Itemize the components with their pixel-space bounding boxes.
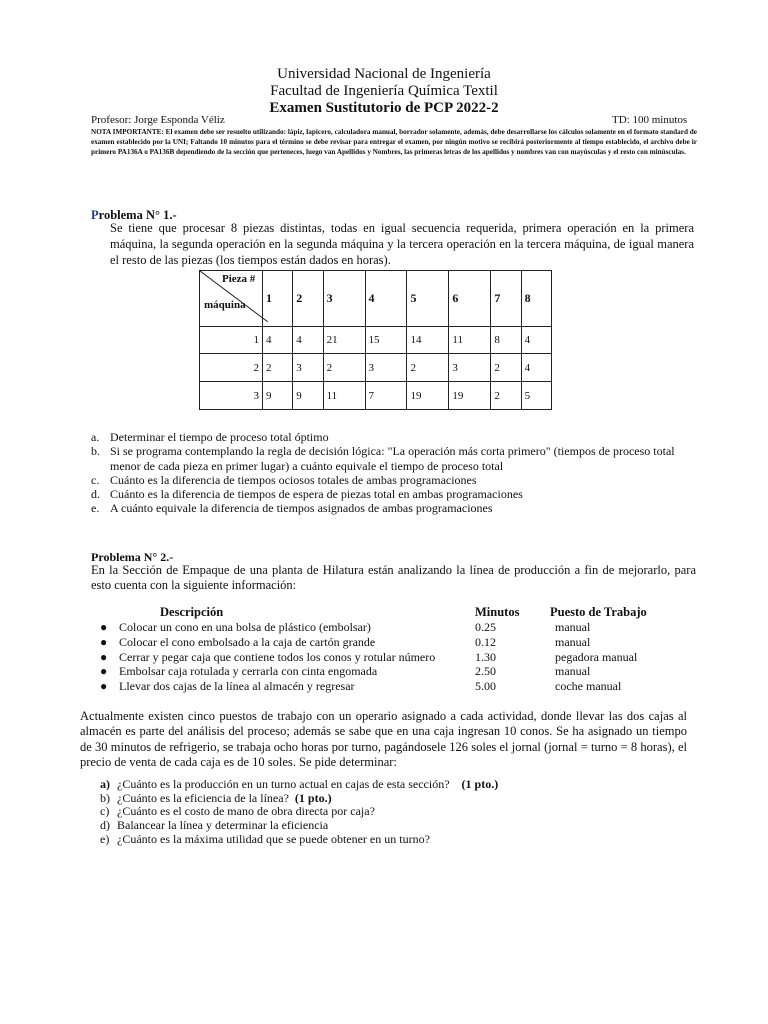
- list-item: [100, 664, 670, 679]
- piece-header-cell: 7: [491, 271, 521, 327]
- task-station: coche manual: [555, 679, 622, 694]
- time-cell: 2: [323, 354, 365, 382]
- minutes-column-header: Minutos: [475, 605, 520, 619]
- exam-title: Examen Sustitutorio de PCP 2022-2: [269, 100, 499, 116]
- task-description: Colocar el cono embolsado a la caja de cartón grande: [119, 634, 376, 649]
- time-cell: 2: [407, 354, 449, 382]
- list-item: [100, 833, 700, 847]
- question-text: Cuánto es la diferencia de tiempos ociosos totales de ambas programaciones: [110, 472, 477, 487]
- machine-cell: 1: [200, 326, 263, 354]
- faculty-name: Facultad de Ingeniería Química Textil: [270, 83, 498, 99]
- maquina-label: máquina: [204, 299, 246, 311]
- task-minutes: 0.25: [475, 620, 496, 634]
- task-minutes: 1.30: [475, 649, 496, 664]
- list-item: [100, 650, 670, 665]
- list-item: [91, 501, 701, 515]
- time-cell: 5: [521, 382, 551, 410]
- table-row: [200, 326, 552, 354]
- question-text: ¿Cuánto es la máxima utilidad que se puede obtener en un turno?: [117, 831, 430, 846]
- list-item: [100, 805, 700, 819]
- piece-header-cell: 5: [407, 271, 449, 327]
- question-points: (1 pto.): [461, 777, 499, 791]
- problem-2-questions: [100, 778, 700, 847]
- bullet-icon: ●: [100, 620, 108, 634]
- task-list: [100, 620, 670, 694]
- problem-1-title-initial: P: [91, 208, 99, 222]
- table-header-row: [200, 271, 552, 327]
- processing-times-table: [199, 270, 552, 410]
- piece-header-cell: 4: [365, 271, 407, 327]
- time-cell: 4: [263, 326, 293, 354]
- time-cell: 9: [293, 382, 323, 410]
- table-row: [200, 382, 552, 410]
- time-cell: 3: [449, 354, 491, 382]
- task-station: pegadora manual: [555, 649, 638, 664]
- question-marker: e.: [91, 501, 100, 516]
- question-text: A cuánto equivale la diferencia de tiempos asignados de ambas programaciones: [110, 501, 493, 516]
- list-item: [100, 620, 670, 635]
- piece-header-cell: 8: [521, 271, 551, 327]
- question-text: ¿Cuánto es el costo de mano de obra directa por caja?: [117, 804, 375, 819]
- university-name: Universidad Nacional de Ingeniería: [277, 66, 491, 82]
- time-cell: 11: [323, 382, 365, 410]
- station-column-header: Puesto de Trabajo: [550, 605, 647, 619]
- question-marker: c.: [91, 472, 100, 487]
- list-item: [100, 635, 670, 650]
- question-text: Si se programa contemplando la regla de decisión lógica: "La operación más corta primero" (tiempos de proceso total menor de cada pieza en primer lugar) a cuánto equivale el tiempo de proceso total: [110, 444, 675, 473]
- piece-header-cell: 2: [293, 271, 323, 327]
- list-item: [100, 679, 670, 694]
- piece-header-cell: 1: [263, 271, 293, 327]
- time-cell: 2: [491, 354, 521, 382]
- question-marker: a.: [91, 430, 100, 444]
- task-minutes: 0.12: [475, 634, 496, 649]
- question-marker: d.: [91, 487, 100, 502]
- question-marker: b): [100, 790, 110, 805]
- task-description: Embolsar caja rotulada y cerrarla con cinta engomada: [119, 664, 378, 679]
- list-item: [100, 778, 700, 792]
- bullet-icon: ●: [100, 679, 108, 694]
- important-note: [91, 127, 697, 158]
- piece-header-cell: 3: [323, 271, 365, 327]
- time-cell: 7: [365, 382, 407, 410]
- question-marker: b.: [91, 444, 100, 459]
- machine-cell: 3: [200, 382, 263, 410]
- time-cell: 21: [323, 326, 365, 354]
- question-marker: a): [100, 777, 110, 791]
- time-cell: 2: [263, 354, 293, 382]
- problem-1-title-rest: roblema N° 1.-: [98, 208, 177, 222]
- task-minutes: 2.50: [475, 664, 496, 679]
- bullet-icon: ●: [100, 664, 108, 679]
- time-cell: 2: [491, 382, 521, 410]
- time-cell: 19: [449, 382, 491, 410]
- task-station: manual: [555, 664, 591, 679]
- time-cell: 11: [449, 326, 491, 354]
- task-description: Cerrar y pegar caja que contiene todos los conos y rotular número: [119, 649, 436, 664]
- piece-header-cell: 6: [449, 271, 491, 327]
- time-cell: 4: [521, 326, 551, 354]
- task-minutes: 5.00: [475, 679, 496, 694]
- time-cell: 4: [293, 326, 323, 354]
- problem-1-questions: [91, 430, 701, 516]
- list-item: [91, 473, 701, 487]
- exam-duration: TD: 100 minutos: [612, 114, 688, 126]
- problem-1-statement: Se tiene que procesar 8 piezas distintas, todas en igual secuencia requerida, primera operación en la primera máquina, la segunda operación en la segunda máquina y la tercera operación en la tercera máquina, de igual manera el resto de las piezas (los tiempos están dados en horas).: [110, 221, 694, 267]
- note-text: : El examen debe ser resuelto utilizando: lápiz, lapicero, calculadora manual, borrador solamente, además, debe desarrollarse los cálculos solamente en el formato standard de examen establecido por la UNI; Faltando 10 minutos para el término se debe revisar para entregar el examen, por ningún motivo se recibirá posteriormente al tiempo establecido, el archivo debe ir primero PA136A o PA136B dependiendo de la sección que perteneces, luego van Apellidos y Nombres, las primeras letras de los apellidos y nombres van con mayúsculas y el resto con minúsculas.: [91, 128, 697, 157]
- bullet-icon: ●: [100, 634, 108, 649]
- machine-cell: 2: [200, 354, 263, 382]
- time-cell: 4: [521, 354, 551, 382]
- note-label: NOTA IMPORTANTE: [91, 128, 162, 136]
- list-item: [91, 430, 701, 444]
- question-text: Balancear la línea y determinar la eficiencia: [117, 818, 329, 833]
- pieza-label: Pieza #: [222, 273, 256, 285]
- table-corner-cell: [200, 271, 263, 327]
- problem-2-intro: En la Sección de Empaque de una planta de Hilatura están analizando la línea de producción a fin de mejorarlo, para esto cuenta con la siguiente información:: [91, 563, 696, 592]
- table-row: [200, 354, 552, 382]
- question-text: ¿Cuánto es la eficiencia de la línea?: [117, 790, 289, 805]
- description-column-header: Descripción: [160, 605, 224, 619]
- list-item: [91, 487, 701, 501]
- bullet-icon: ●: [100, 649, 108, 664]
- time-cell: 3: [293, 354, 323, 382]
- question-marker: e): [100, 831, 110, 846]
- time-cell: 8: [491, 326, 521, 354]
- professor-name: Profesor: Jorge Esponda Véliz: [91, 114, 225, 126]
- problem-2-situation: Actualmente existen cinco puestos de trabajo con un operario asignado a cada actividad, donde llevar las dos cajas al almacén es parte del análisis del proceso; además se sabe que en una caja ingresan 10 conos. Se ha asignado un tiempo de 30 minutos de refrigerio, se trabaja ocho horas por turno, pagándosele 126 soles el jornal (jornal = turno = 8 horas), el precio de venta de cada caja es de 10 soles. Se pide determinar:: [80, 709, 687, 769]
- task-description: Llevar dos cajas de la línea al almacén y regresar: [119, 679, 355, 694]
- list-item: [100, 819, 700, 833]
- time-cell: 3: [365, 354, 407, 382]
- question-points: (1 pto.): [294, 790, 332, 805]
- time-cell: 14: [407, 326, 449, 354]
- task-station: manual: [555, 620, 591, 634]
- question-marker: c): [100, 804, 110, 819]
- time-cell: 15: [365, 326, 407, 354]
- time-cell: 9: [263, 382, 293, 410]
- list-item: [100, 792, 700, 806]
- list-item: [91, 444, 701, 473]
- question-marker: d): [100, 818, 110, 833]
- question-text: ¿Cuánto es la producción en un turno actual en cajas de esta sección?: [117, 777, 450, 791]
- question-text: Cuánto es la diferencia de tiempos de espera de piezas total en ambas programaciones: [110, 487, 523, 502]
- question-text: Determinar el tiempo de proceso total óptimo: [110, 430, 329, 444]
- problem-2-title: Problema N° 2.-: [91, 550, 174, 564]
- task-station: manual: [555, 634, 591, 649]
- time-cell: 19: [407, 382, 449, 410]
- task-description: Colocar un cono en una bolsa de plástico (embolsar): [119, 620, 371, 634]
